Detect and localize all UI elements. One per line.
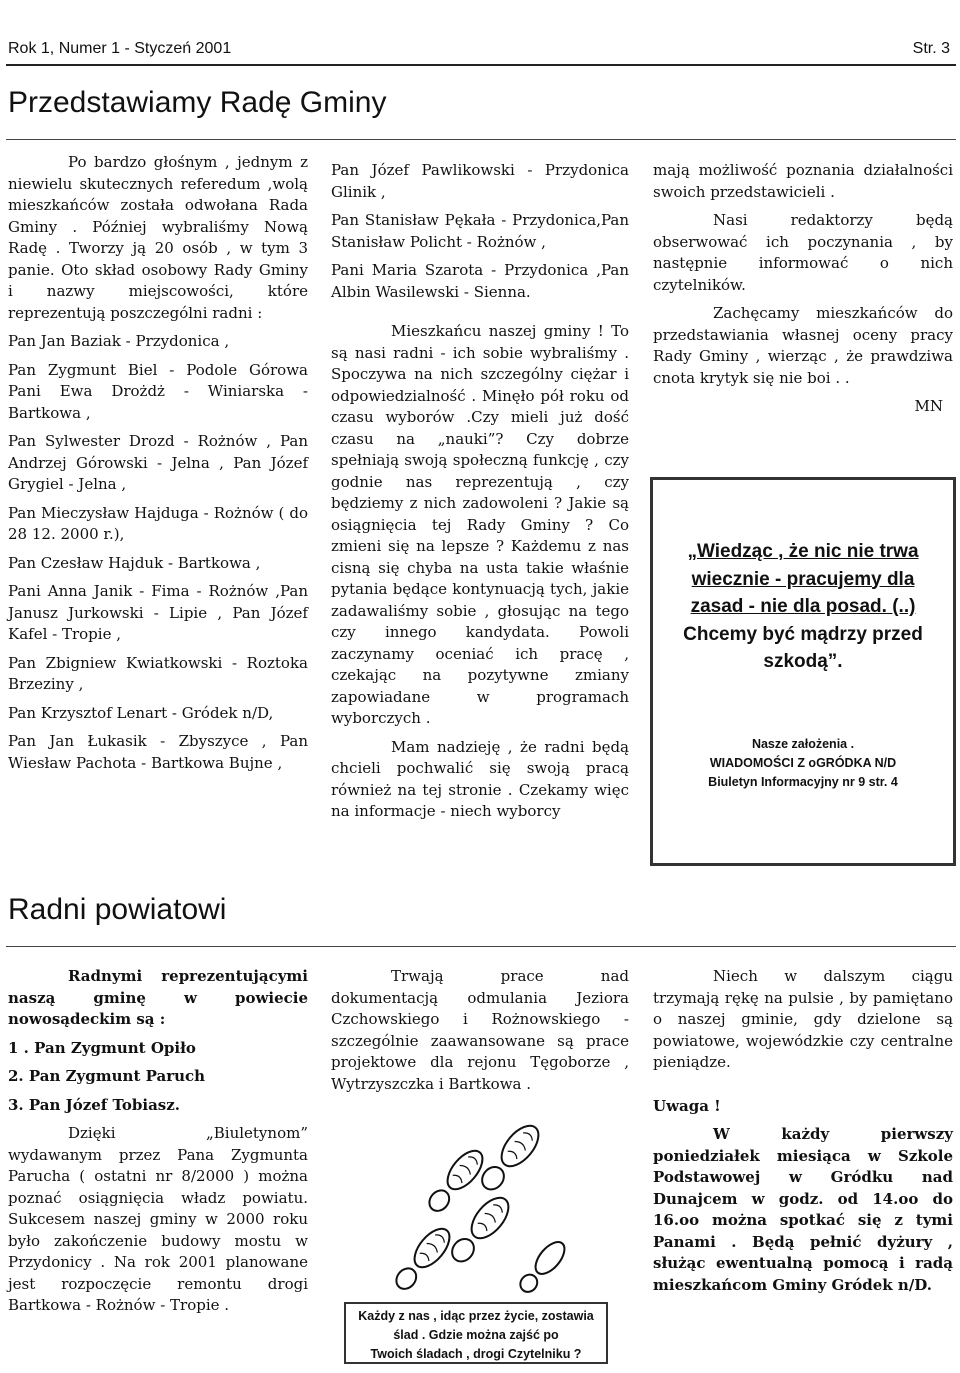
appeal-paragraph: Mieszkańcu naszej gminy ! To są nasi radni - ich sobie wybraliśmy . Spoczywa na nich szczególny ciężar i odpowiedzialność . Minęło pół roku od czasu wyborów .Czy mieli już dość czasu na „nauki”? Czy dobrze spełniają swoją społeczną funkcję , czy godnie nas reprezentują , czy będziemy z nich zadowoleni ? Jakie są osiągnięcia tej Rady Gminy ? Co zmieni się na lepsze ? Każdemu z nas cisną się chyba na usta takie właśnie pytania będące kontynuacją tych, jakie zadawaliśmy sobie , głosując na tego czy innego kandydata. Powoli zaczynamy oceniać ich pracę , czekając na pozytywne zmiany zapowiadane w programach wyborczych .	[331, 322, 629, 727]
footprints-icon	[370, 1108, 600, 1323]
county-intro: Radnymi reprezentującymi naszą gminę w powiecie nowosądeckim są :	[8, 967, 308, 1028]
section-rule	[6, 139, 956, 140]
section-title-council: Przedstawiamy Radę Gminy	[8, 86, 387, 119]
quote-box	[650, 477, 956, 866]
illustration-caption	[344, 1302, 608, 1364]
quote-source-line: WIADOMOŚCI Z oGRÓDKA N/D	[709, 756, 897, 770]
hope-paragraph: Mam nadzieję , że radni będą chcieli pochwalić się swoją pracą również na tej stronie . Czekamy więc na informacje - niech wyborcy	[331, 737, 629, 820]
councillor-entry: Pan Krzysztof Lenart - Gródek n/D,	[8, 703, 274, 722]
duty-hours-paragraph: W każdy pierwszy poniedziałek miesiąca w Szkole Podstawowej w Gródku nad Dunajcem w godz. od 14.oo do 16.oo można spotkać się z tymi Panami . Będą pełnić dyżury , służąc ewentualną pomocą i radą mieszkańcom Gminy Gródek n/D.	[653, 1125, 953, 1294]
quote-source	[663, 735, 943, 792]
page-number: Str. 3	[912, 40, 950, 57]
county-councillor: 3. Pan Józef Tobiasz.	[8, 1095, 180, 1114]
continuation-paragraph: mają możliwość poznania działalności swoich przedstawicieli .	[653, 161, 953, 201]
county-column-1	[8, 966, 308, 1324]
author-signature: MN	[914, 397, 943, 415]
councillor-entry: Pan Zygmunt Biel - Podole Górowa Pani Ewa Drożdż - Winiarska - Bartkowa ,	[8, 360, 308, 422]
council-intro: Po bardzo głośnym , jednym z niewielu skutecznych referedum ,wolą mieszkańców została odwołana Rada Gminy . Później wybraliśmy Nową Radę . Tworzy ją 20 osób , w tym 3 panie. Oto skład osobowy Rady Gminy i nazwy miejscowości, które reprezentują poszczególni radni :	[8, 153, 308, 322]
caption-line: Twoich śladach , drogi Czytelniku ?	[370, 1347, 582, 1361]
quote-line: „Wiedząc , że nic nie trwa	[687, 541, 919, 562]
councillor-entry: Pan Czesław Hajduk - Bartkowa ,	[8, 553, 261, 572]
councillor-entry: Pan Jan Łukasik - Zbyszyce , Pan Wiesław Pachota - Bartkowa Bujne ,	[8, 732, 308, 772]
county-councillor: 2. Pan Zygmunt Paruch	[8, 1067, 206, 1085]
county-column-2	[331, 966, 629, 1102]
county-column-3	[653, 966, 953, 1303]
councillor-entry: Pan Stanisław Pękała - Przydonica,Pan Stanisław Policht - Rożnów ,	[331, 211, 629, 251]
section-title-county: Radni powiatowi	[8, 893, 227, 926]
quote-line: zasad - nie dla posad. (..)	[690, 596, 916, 617]
header-rule	[6, 64, 956, 66]
council-column-1	[8, 152, 308, 781]
lake-paragraph: Trwają prace nad dokumentacją odmulania Jeziora Czchowskiego i Rożnowskiego - szczególnie zaawansowane są prace projektowe dla rejonu Tęgoborze , Wytrzyszczka i Bartkowa .	[331, 967, 629, 1093]
councillor-entry: Pani Maria Szarota - Przydonica ,Pan Albin Wasilewski - Sienna.	[331, 261, 629, 301]
councillor-entry: Pan Jan Baziak - Przydonica ,	[8, 332, 230, 350]
quote-line: Chcemy być mądrzy przed	[683, 623, 923, 645]
bulletin-paragraph: Dzięki „Biuletynom” wydawanym przez Pana Zygmunta Parucha ( ostatni nr 8/2000 ) można poznać osiągnięcia władz powiatu. Sukcesem naszej gminy w 2000 roku było zakończenie budowy mostu w Przydonicy . Na rok 2001 planowane jest rozpoczęcie remontu drogi Bartkowa - Rożnów - Tropie .	[8, 1124, 308, 1314]
county-councillor: 1 . Pan Zygmunt Opiło	[8, 1038, 196, 1057]
council-column-3	[653, 160, 953, 425]
quote-text	[663, 538, 943, 676]
council-column-2	[331, 160, 629, 830]
councillor-entry: Pan Sylwester Drozd - Rożnów , Pan Andrzej Górowski - Jelna , Pan Józef Grygiel - Jelna ,	[8, 432, 308, 493]
editors-paragraph: Nasi redaktorzy będą obserwować ich poczynania , by następnie informować o nich czytelników.	[653, 211, 953, 294]
councillor-entry: Pan Józef Pawlikowski - Przydonica Glinik ,	[331, 161, 629, 201]
caption-line: Każdy z nas , idąc przez życie, zostawia ślad . Gdzie można zajść po	[358, 1309, 594, 1342]
quote-source-line: Nasze założenia .	[751, 737, 855, 751]
councillor-entry: Pan Zbigniew Kwiatkowski - Roztoka Brzeziny ,	[8, 653, 308, 693]
councillor-entry: Pan Mieczysław Hajduga - Rożnów ( do 28 12. 2000 r.),	[8, 503, 308, 543]
attention-heading: Uwaga !	[653, 1096, 721, 1115]
section-rule	[6, 946, 956, 947]
quote-line: wiecznie - pracujemy dla	[691, 568, 915, 590]
quote-line: szkodą”.	[763, 651, 843, 672]
encouragement-paragraph: Zachęcamy mieszkańców do przedstawiania własnej oceny pracy Rady Gminy , wierząc , że prawdziwa cnota krytyk się nie boi . .	[653, 304, 953, 387]
quote-source-line: Biuletyn Informacyjny nr 9 str. 4	[708, 775, 898, 789]
pulse-paragraph: Niech w dalszym ciągu trzymają rękę na pulsie , by pamiętano o naszej gminie, gdy dzielone są powiatowe, wojewódzkie czy centralne pieniądze.	[653, 967, 953, 1071]
councillor-entry: Pani Anna Janik - Fima - Rożnów ,Pan Janusz Jurkowski - Lipie , Pan Józef Kafel - Tropie ,	[8, 582, 308, 643]
issue-info: Rok 1, Numer 1 - Styczeń 2001	[8, 40, 232, 57]
